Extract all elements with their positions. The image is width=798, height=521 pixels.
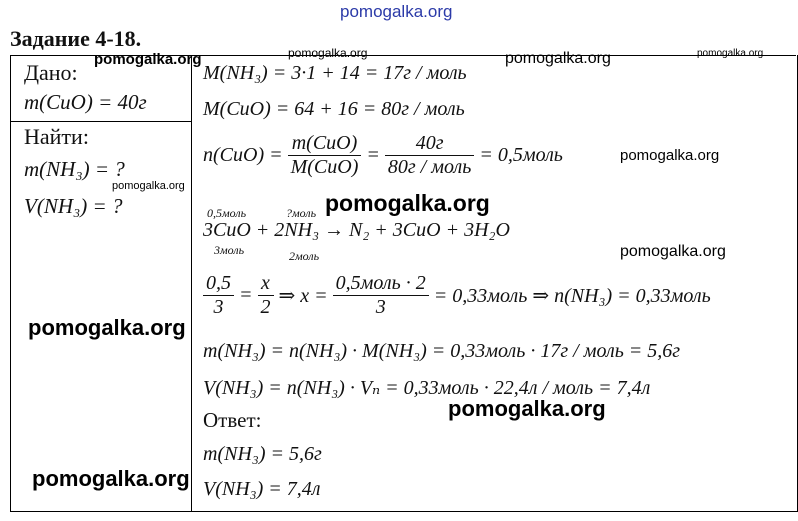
find-label: Найти: (24, 124, 89, 149)
given-find-separator (10, 121, 192, 122)
watermark: pomogalka.org (94, 51, 202, 68)
fraction-numerator: 0,5моль · 2 (333, 272, 429, 296)
eq-below-cuo: 3моль (214, 243, 245, 257)
given-divider (191, 55, 192, 512)
fraction-numerator: 40г (385, 132, 474, 156)
fraction-numerator: 0,5 (203, 272, 234, 296)
fraction-denominator: 3 (213, 296, 224, 318)
moles-cuo-lhs: n(CuO) = (203, 144, 283, 166)
watermark: pomogalka.org (448, 396, 606, 421)
molar-mass-cuo: M(CuO) = 64 + 16 = 80г / моль (203, 98, 465, 120)
fraction-denominator: M(CuO) (290, 156, 359, 178)
fraction-values (385, 132, 474, 179)
moles-cuo-line (203, 132, 563, 179)
fraction-mass-over-molar (288, 132, 362, 179)
page-title: Задание 4-18. (10, 26, 142, 51)
fraction-denominator: 2 (260, 296, 271, 318)
implies-x: ⇒ x = (278, 285, 328, 307)
moles-nh3-result: = 0,33моль ⇒ n(NH₃) = 0,33моль (433, 285, 711, 307)
fraction-numerator: x (258, 272, 274, 296)
eq-below-nh3: 2моль (289, 249, 320, 263)
watermark: pomogalka.org (112, 180, 185, 192)
watermark: pomogalka.org (697, 48, 764, 59)
watermark: pomogalka.org (288, 46, 368, 60)
moles-cuo-result: = 0,5моль (479, 144, 563, 166)
given-label: Дано: (24, 60, 78, 85)
given-mass-cuo: m(CuO) = 40г (24, 90, 147, 114)
answer-volume: V(NH₃) = 7,4л (203, 478, 321, 500)
watermark: pomogalka.org (32, 466, 190, 491)
fraction-left (203, 272, 234, 319)
fraction-numerator: m(CuO) (288, 132, 362, 156)
proportion-line (203, 272, 711, 319)
reaction-equation: 3CuO + 2NH₃ → N₂ + 3CuO + 3H₂O (203, 219, 510, 241)
fraction-denominator: 3 (375, 296, 386, 318)
watermark-top: pomogalka.org (340, 2, 453, 21)
eq-above-nh3: ?моль (286, 206, 317, 220)
equals-sign: = (366, 144, 380, 166)
watermark: pomogalka.org (28, 315, 186, 340)
watermark: pomogalka.org (505, 50, 611, 67)
watermark: pomogalka.org (620, 147, 720, 164)
watermark: pomogalka.org (325, 190, 490, 216)
eq-above-cuo: 0,5моль (207, 206, 247, 220)
equals-sign: = (239, 284, 253, 306)
watermark: pomogalka.org (620, 243, 726, 260)
find-mass-nh3: m(NH₃) = ? (24, 157, 125, 181)
answer-mass: m(NH₃) = 5,6г (203, 443, 322, 465)
fraction-denominator: 80г / моль (387, 156, 472, 178)
volume-nh3-calc: V(NH₃) = n(NH₃) · Vₙ = 0,33моль · 22,4л / моль = 7,4л (203, 377, 651, 399)
mass-nh3-calc: m(NH₃) = n(NH₃) · M(NH₃) = 0,33моль · 17г / моль = 5,6г (203, 340, 681, 362)
find-volume-nh3: V(NH₃) = ? (24, 194, 123, 218)
fraction-x-calc (333, 272, 429, 319)
fraction-x (258, 272, 274, 319)
molar-mass-nh3: M(NH₃) = 3·1 + 14 = 17г / моль (203, 62, 467, 84)
answer-label: Ответ: (203, 408, 262, 432)
